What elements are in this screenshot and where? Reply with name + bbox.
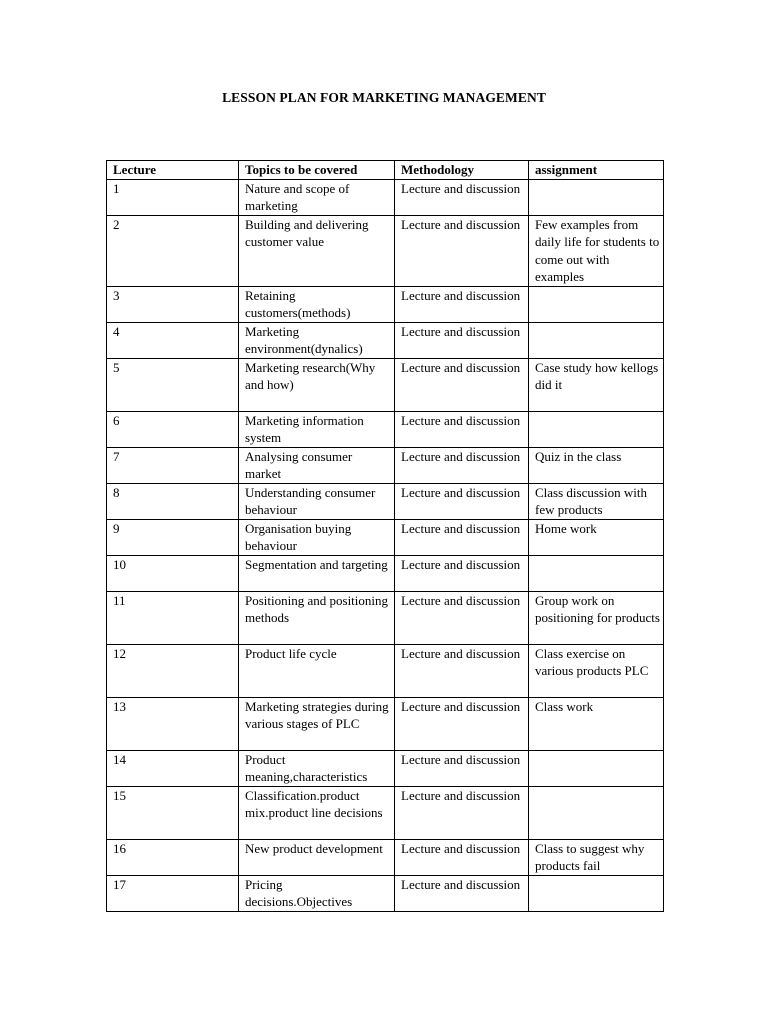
header-topics: Topics to be covered <box>239 161 395 180</box>
assignment-cell: Case study how kellogs did it <box>529 358 664 411</box>
lesson-plan-table <box>106 160 664 912</box>
table-row <box>107 286 664 322</box>
methodology-cell: Lecture and discussion <box>395 286 529 322</box>
lecture-number-cell: 6 <box>107 411 239 447</box>
table-row <box>107 411 664 447</box>
topic-cell: Classification.product mix.product line decisions <box>239 786 395 839</box>
topic-cell: Nature and scope of marketing <box>239 179 395 215</box>
lecture-number-cell: 8 <box>107 483 239 519</box>
lecture-number-cell: 11 <box>107 591 239 644</box>
table-body <box>107 179 664 911</box>
lecture-number-cell: 15 <box>107 786 239 839</box>
topic-cell: Product life cycle <box>239 644 395 697</box>
assignment-cell <box>529 286 664 322</box>
assignment-cell: Few examples from daily life for students to come out with examples <box>529 215 664 286</box>
methodology-cell: Lecture and discussion <box>395 644 529 697</box>
assignment-cell <box>529 322 664 358</box>
assignment-cell: Quiz in the class <box>529 447 664 483</box>
topic-cell: Understanding consumer behaviour <box>239 483 395 519</box>
lecture-number-cell: 10 <box>107 555 239 591</box>
lecture-number-cell: 14 <box>107 750 239 786</box>
methodology-cell: Lecture and discussion <box>395 750 529 786</box>
lecture-number-cell: 16 <box>107 839 239 875</box>
methodology-cell: Lecture and discussion <box>395 179 529 215</box>
topic-cell: Analysing consumer market <box>239 447 395 483</box>
assignment-cell <box>529 750 664 786</box>
lecture-number-cell: 2 <box>107 215 239 286</box>
assignment-cell <box>529 875 664 911</box>
methodology-cell: Lecture and discussion <box>395 322 529 358</box>
topic-cell: Marketing environment(dynalics) <box>239 322 395 358</box>
lecture-number-cell: 17 <box>107 875 239 911</box>
table-row <box>107 215 664 286</box>
table-row <box>107 555 664 591</box>
methodology-cell: Lecture and discussion <box>395 411 529 447</box>
assignment-cell <box>529 786 664 839</box>
assignment-cell <box>529 179 664 215</box>
assignment-cell: Class discussion with few products <box>529 483 664 519</box>
methodology-cell: Lecture and discussion <box>395 875 529 911</box>
topic-cell: Marketing information system <box>239 411 395 447</box>
table-row <box>107 519 664 555</box>
topic-cell: Building and delivering customer value <box>239 215 395 286</box>
topic-cell: New product development <box>239 839 395 875</box>
assignment-cell: Class to suggest why products fail <box>529 839 664 875</box>
table-row <box>107 591 664 644</box>
methodology-cell: Lecture and discussion <box>395 483 529 519</box>
topic-cell: Positioning and positioning methods <box>239 591 395 644</box>
table-row <box>107 483 664 519</box>
topic-cell: Retaining customers(methods) <box>239 286 395 322</box>
lecture-number-cell: 3 <box>107 286 239 322</box>
header-methodology: Methodology <box>395 161 529 180</box>
assignment-cell: Class work <box>529 697 664 750</box>
lecture-number-cell: 13 <box>107 697 239 750</box>
methodology-cell: Lecture and discussion <box>395 697 529 750</box>
lecture-number-cell: 1 <box>107 179 239 215</box>
topic-cell: Organisation buying behaviour <box>239 519 395 555</box>
topic-cell: Product meaning,characteristics <box>239 750 395 786</box>
lecture-number-cell: 9 <box>107 519 239 555</box>
topic-cell: Segmentation and targeting <box>239 555 395 591</box>
assignment-cell: Class exercise on various products PLC <box>529 644 664 697</box>
lecture-number-cell: 4 <box>107 322 239 358</box>
methodology-cell: Lecture and discussion <box>395 215 529 286</box>
table-row <box>107 875 664 911</box>
methodology-cell: Lecture and discussion <box>395 358 529 411</box>
table-row <box>107 447 664 483</box>
table-header-row <box>107 161 664 180</box>
lecture-number-cell: 12 <box>107 644 239 697</box>
methodology-cell: Lecture and discussion <box>395 555 529 591</box>
methodology-cell: Lecture and discussion <box>395 447 529 483</box>
topic-cell: Marketing strategies during various stages of PLC <box>239 697 395 750</box>
table-row <box>107 644 664 697</box>
table-row <box>107 322 664 358</box>
assignment-cell <box>529 555 664 591</box>
methodology-cell: Lecture and discussion <box>395 519 529 555</box>
methodology-cell: Lecture and discussion <box>395 786 529 839</box>
assignment-cell <box>529 411 664 447</box>
table-row <box>107 697 664 750</box>
topic-cell: Marketing research(Why and how) <box>239 358 395 411</box>
table-row <box>107 839 664 875</box>
assignment-cell: Home work <box>529 519 664 555</box>
table-row <box>107 750 664 786</box>
lecture-number-cell: 5 <box>107 358 239 411</box>
assignment-cell: Group work on positioning for products <box>529 591 664 644</box>
methodology-cell: Lecture and discussion <box>395 591 529 644</box>
header-lecture: Lecture <box>107 161 239 180</box>
table-row <box>107 786 664 839</box>
header-assignment: assignment <box>529 161 664 180</box>
topic-cell: Pricing decisions.Objectives <box>239 875 395 911</box>
page-title: LESSON PLAN FOR MARKETING MANAGEMENT <box>222 90 546 105</box>
table-row <box>107 179 664 215</box>
table-row <box>107 358 664 411</box>
methodology-cell: Lecture and discussion <box>395 839 529 875</box>
lecture-number-cell: 7 <box>107 447 239 483</box>
